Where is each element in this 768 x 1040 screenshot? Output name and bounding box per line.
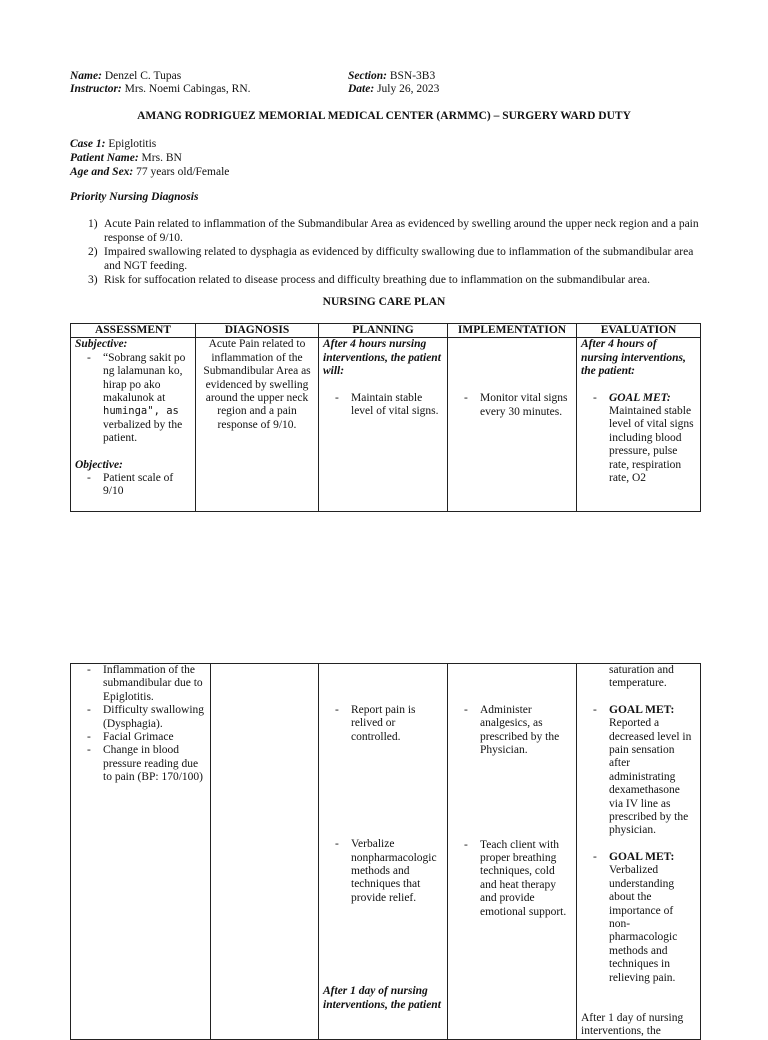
implementation-list-cont-2: [452, 839, 572, 919]
evaluation-cell-cont: [577, 664, 701, 1040]
section-label: Section:: [348, 70, 387, 82]
goal-met-label: GOAL MET:: [609, 703, 675, 716]
document-title: AMANG RODRIGUEZ MEMORIAL MEDICAL CENTER (ARMMC) – SURGERY WARD DUTY: [137, 110, 631, 122]
subjective-label: Subjective:: [75, 338, 128, 351]
list-item: - Teach client with proper breathing techniques, cold and heat therapy and provide emotional support.: [452, 839, 572, 919]
evaluation-cont-block: [581, 664, 696, 691]
planning-cell: [319, 338, 448, 512]
list-number: 1): [88, 218, 98, 230]
list-text: Risk for suffocation related to disease process and difficulty breathing due to inflammation on the submandibular area.: [104, 274, 650, 286]
ncp-table-page1: [70, 323, 701, 512]
assessment-cell: [71, 338, 196, 512]
implementation-cell: [448, 338, 577, 512]
case-info: [70, 137, 229, 179]
header-diagnosis: DIAGNOSIS: [196, 324, 319, 338]
evaluation-intro: After 4 hours of nursing interventions, the patient:: [581, 338, 686, 378]
subjective-quote: “Sobrang sakit po ng lalamunan ko, hirap po ako makalunok at: [103, 351, 186, 405]
goal-met-label: GOAL MET:: [609, 850, 675, 863]
list-item: - Administer analgesics, as prescribed by the Physician.: [452, 704, 572, 758]
list-item: [75, 352, 191, 446]
list-item: - Patient scale of 9/10: [75, 472, 191, 499]
list-item: [581, 704, 696, 838]
name-value: Denzel C. Tupas: [101, 70, 182, 82]
list-item: - Facial Grimace: [75, 731, 206, 744]
evaluation-list-cont-2: [581, 851, 696, 985]
header-name-line: [70, 69, 181, 83]
date-value: July 26, 2023: [374, 83, 440, 95]
date-label: Date:: [348, 83, 375, 95]
list-item: - Verbalize nonpharmacologic methods and techniques that provide relief.: [323, 838, 443, 905]
evaluation-text: Reported a decreased level in pain sensation after administrating dexamethasone via IV line as prescribed by the physician.: [609, 717, 692, 837]
instructor-label: Instructor:: [70, 83, 122, 95]
priority-heading: Priority Nursing Diagnosis: [70, 191, 199, 203]
objective-label: Objective:: [75, 458, 123, 471]
header-instructor-line: [70, 82, 251, 96]
assessment-cell-cont: [71, 664, 211, 1040]
header-assessment: ASSESSMENT: [71, 324, 196, 338]
diagnosis-list: [70, 218, 700, 289]
ncp-table-page2: [70, 663, 701, 1040]
goal-met-label: GOAL MET:: [609, 391, 671, 404]
planning-intro-2: After 1 day of nursing interventions, the patient: [323, 985, 441, 1011]
header-implementation: IMPLEMENTATION: [448, 324, 577, 338]
evaluation-intro-2: After 1 day of nursing interventions, the: [581, 1011, 684, 1038]
objective-list: [75, 472, 191, 499]
list-number: 3): [88, 274, 98, 286]
patient-value: Mrs. BN: [138, 152, 182, 164]
list-item: [581, 851, 696, 985]
evaluation-cont: saturation and temperature.: [609, 664, 674, 690]
evaluation-text: Maintained stable level of vital signs including blood pressure, pulse rate, respiration rate, O2: [609, 405, 694, 485]
planning-cell-cont: [319, 664, 448, 1040]
header-evaluation: EVALUATION: [577, 324, 701, 338]
evaluation-cell: [577, 338, 701, 512]
header-planning: PLANNING: [319, 324, 448, 338]
implementation-list: [452, 392, 572, 419]
evaluation-list-cont: [581, 704, 696, 838]
planning-list: [323, 392, 443, 419]
age-label: Age and Sex:: [70, 166, 134, 178]
implementation-cell-cont: [448, 664, 577, 1040]
list-item: [581, 392, 696, 486]
patient-label: Patient Name:: [70, 152, 139, 164]
evaluation-text: Verbalized understanding about the importance of non-pharmacologic methods and techniques in relieving pain.: [609, 864, 678, 984]
list-item: - Change in blood pressure reading due to pain (BP: 170/100): [75, 744, 206, 784]
subjective-quote-mono: huminga", as: [103, 405, 179, 418]
list-text: Impaired swallowing related to dysphagia as evidenced by difficulty swallowing due to inflammation of the submandibular area and NGT feeding.: [104, 246, 694, 272]
subjective-quote-end: verbalized by the patient.: [103, 418, 183, 445]
planning-list-cont-2: [323, 838, 443, 905]
list-number: 2): [88, 246, 98, 258]
list-item: - Difficulty swallowing (Dysphagia).: [75, 704, 206, 731]
ncp-title: NURSING CARE PLAN: [322, 296, 446, 308]
list-item: - Maintain stable level of vital signs.: [323, 392, 443, 419]
list-item: [70, 246, 700, 273]
assessment-list: [75, 664, 206, 785]
list-item: - Inflammation of the submandibular due to Epiglotitis.: [75, 664, 206, 704]
case-value: Epiglotitis: [105, 138, 157, 150]
instructor-value: Mrs. Noemi Cabingas, RN.: [121, 83, 251, 95]
planning-intro: After 4 hours nursing interventions, the patient will:: [323, 338, 441, 378]
implementation-list-cont: [452, 704, 572, 758]
header-date-line: [348, 82, 439, 96]
diagnosis-cell-cont: [211, 664, 319, 1040]
list-item: [70, 274, 700, 288]
section-value: BSN-3B3: [386, 70, 436, 82]
age-value: 77 years old/Female: [133, 166, 230, 178]
list-text: Acute Pain related to inflammation of the Submandibular Area as evidenced by swelling around the upper neck region and a pain response of 9/10.: [104, 218, 699, 244]
case-label: Case 1:: [70, 138, 106, 150]
evaluation-list: [581, 392, 696, 486]
name-label: Name:: [70, 70, 102, 82]
list-item: - Report pain is relived or controlled.: [323, 704, 443, 744]
list-item: - Monitor vital signs every 30 minutes.: [452, 392, 572, 419]
list-item: [70, 218, 700, 245]
diagnosis-cell: Acute Pain related to inflammation of the Submandibular Area as evidenced by swelling around the upper neck region and a pain response of 9/10.: [196, 338, 319, 512]
header-section-line: [348, 69, 435, 83]
subjective-list: [75, 352, 191, 446]
planning-list-cont: [323, 704, 443, 744]
